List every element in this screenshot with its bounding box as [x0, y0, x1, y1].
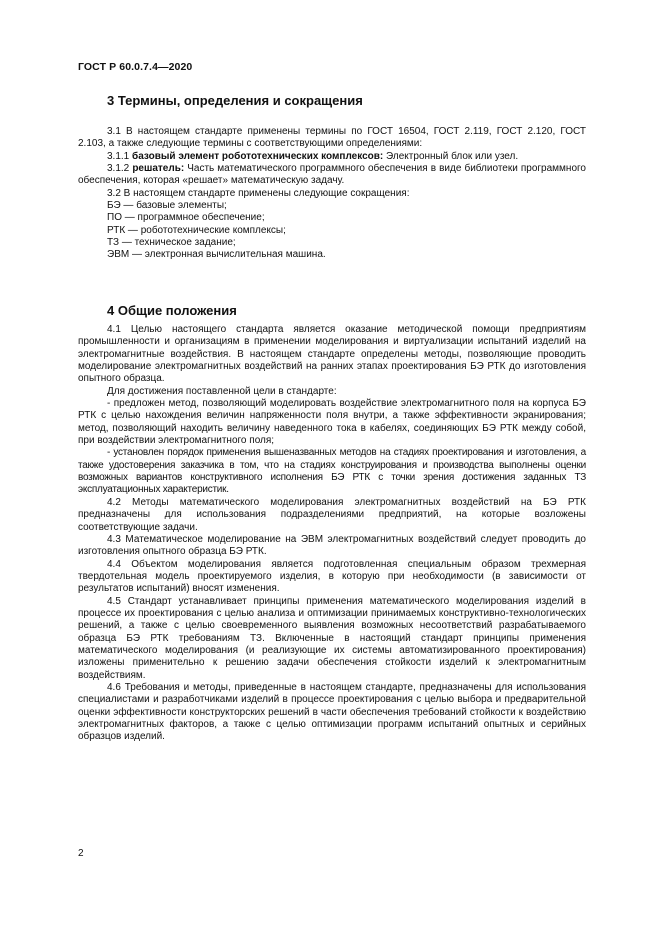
document-header: ГОСТ Р 60.0.7.4—2020 — [78, 61, 193, 73]
abbreviation-item: ПО — программное обеспечение; — [107, 212, 265, 224]
term-name: решатель: — [132, 163, 185, 175]
paragraph-goal-2: - установлен порядок применения вышеназванных методов на стадиях проектирования и изготовления, а также удостоверения заказчика в том, что на стадиях конструирования и производства выполнены оценки возможных вариантов конструктивного исполнения БЭ РТК с точки зрения достижения заданных ТЗ эксплуатационных характеристик. — [78, 447, 586, 496]
paragraph-4-6: 4.6 Требования и методы, приведенные в настоящем стандарте, предназначены для использования специалистами и разработчиками изделий в процессе проектирования с целью выбора и предварительной оценки эффективности конструкторских решений в части обеспечения требований стойкости к воздействию электромагнитных факторов, а также с целью оптимизации программ испытаний опытных и серийных образцов изделий. — [78, 681, 586, 743]
paragraph-4-5: 4.5 Стандарт устанавливает принципы применения математического моделирования изделий в процессе их проектирования с целью анализа и оптимизации принимаемых конструктивно-технологических решений, а также с целью своевременного выявления возможных несоответствий разрабатываемого образца БЭ РТК требованиям ТЗ. Включенные в настоящий стандарт принципы применения математического моделирования (и реализующие их системы автоматизированного проектирования) изложены применительно к решению задачи обеспечения стойкости изделий к электромагнитным воздействиям. — [78, 595, 586, 681]
paragraph-4-1: 4.1 Целью настоящего стандарта является оказание методической помощи предприятиям промышленности и организациям в применении моделирования и виртуализации испытаний изделий на электромагнитные воздействия. В настоящем стандарте определены методы, позволяющие проводить моделирование электромагнитных воздействий на ранних этапах проектирования БЭ РТК до изготовления опытного образца. — [78, 324, 586, 385]
paragraph-4-3: 4.3 Математическое моделирование на ЭВМ электромагнитных воздействий следует проводить до изготовления опытного образца БЭ РТК. — [78, 533, 586, 558]
abbreviation-item: БЭ — базовые элементы; — [107, 200, 227, 212]
clause-number: 3.1.2 — [107, 163, 133, 175]
page-number: 2 — [78, 848, 84, 859]
paragraph-3-1-1 — [78, 151, 586, 163]
abbreviation-item: ЭВМ — электронная вычислительная машина. — [107, 249, 326, 261]
abbreviation-item: РТК — робототехнические комплексы; — [107, 224, 286, 236]
paragraph-4-2: 4.2 Методы математического моделирования электромагнитных воздействий на БЭ РТК предназначены для использования подразделениями предприятий, на которые возложены соответствующие задачи. — [78, 496, 586, 533]
paragraph-4-4: 4.4 Объектом моделирования является подготовленная специальным образом трехмерная твердотельная модель проектируемого изделия, в которую при необходимости (в зависимости от результатов испытаний) вносят изменения. — [78, 558, 586, 595]
paragraph-3-2: 3.2 В настоящем стандарте применены следующие сокращения: — [107, 187, 410, 199]
paragraph-3-1: 3.1 В настоящем стандарте применены термины по ГОСТ 16504, ГОСТ 2.119, ГОСТ 2.120, ГОСТ 2.103, а также следующие термины с соответствующими определениями: — [78, 126, 586, 150]
section-3-title: 3 Термины, определения и сокращения — [107, 93, 363, 108]
paragraph-goals-intro: Для достижения поставленной цели в стандарте: — [107, 385, 337, 397]
term-definition: Электронный блок или узел. — [383, 150, 519, 162]
term-name: базовый элемент робототехнических комплексов: — [132, 150, 384, 162]
abbreviation-item: ТЗ — техническое задание; — [107, 237, 236, 249]
paragraph-3-1-2 — [78, 163, 586, 188]
section-3-body — [78, 126, 586, 262]
paragraph-goal-1: - предложен метод, позволяющий моделировать воздействие электромагнитного поля на корпуса БЭ РТК с целью нахождения величин напряженности поля внутри, а также эффективности экранирования; метод, позволяющий находить величину наведенного тока в кабелях, соединяющих БЭ РТК между собой, при воздействии электромагнитного поля; — [78, 398, 586, 447]
section-4-title: 4 Общие положения — [107, 303, 237, 318]
section-4-body — [78, 324, 586, 744]
term-definition: Часть математического программного обеспечения в виде библиотеки программного обеспечения, которая «решает» математическую задачу. — [78, 163, 586, 187]
clause-number: 3.1.1 — [107, 150, 133, 162]
